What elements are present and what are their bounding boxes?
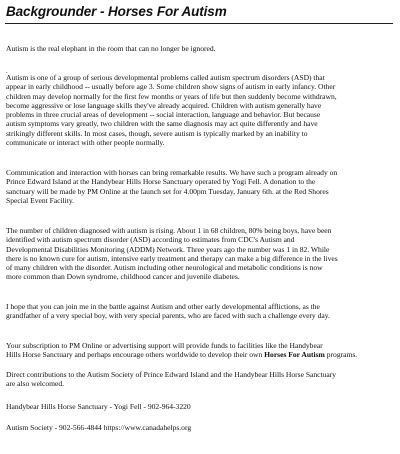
subscription-paragraph: [6, 341, 392, 360]
page-title: Backgrounder - Horses For Autism: [6, 4, 227, 19]
paragraph-line: autism symptoms vary greatly, two children with the same diagnosis may act quite differently and have: [6, 119, 318, 129]
paragraph-line: Communication and interaction with horses can bring remarkable results. We have such a program already on: [6, 168, 338, 177]
society-contact: [6, 423, 392, 432]
paragraph-line: Autism is one of a group of serious developmental problems called autism spectrum disorders (ASD) that: [6, 73, 325, 82]
paragraph-line: grandfather of a very special boy, with very special parents, who are faced with such a challenge every day.: [6, 311, 330, 321]
contact-line: Handybear Hills Horse Sanctuary - Yogi Fell - 902-964-3220: [6, 402, 191, 411]
paragraph-line: Special Event Facility.: [6, 195, 75, 205]
contributions-paragraph: [6, 370, 392, 389]
title-bar: [5, 3, 393, 24]
contact-line: Autism Society - 902-566-4844 https://www.canadahelps.org: [6, 423, 192, 432]
paragraph-line: are also welcomed.: [6, 379, 65, 389]
paragraph-line: strikingly different skills. In most cases, though, severe autism is typically marked by an inability to: [6, 128, 308, 138]
autism-definition-paragraph: [6, 73, 392, 147]
program-name-bold: Horses For Autism: [264, 350, 325, 360]
intro-line: Autism is the real elephant in the room that can no longer be ignored.: [6, 44, 216, 53]
text-run: programs.: [324, 350, 358, 360]
paragraph-line: there is no known cure for autism, intensive early treatment and therapy can make a big difference in the lives: [6, 253, 338, 263]
stray-mark: .: [6, 67, 8, 75]
text-run: Hills Horse Sanctuary and perhaps encourage others worldwide to develop their own: [6, 350, 265, 360]
paragraph-line: children may develop normally for the first few months or years of life but then suddenly become withdrawn,: [6, 91, 337, 101]
intro-paragraph: [6, 44, 392, 53]
paragraph-line: problems in three crucial areas of development -- social interaction, language and behavior. But because: [6, 110, 321, 120]
paragraph-line: Direct contributions to the Autism Society of Prince Edward Island and the Handybear Hills Horse Sanctuary: [6, 370, 337, 379]
paragraph-line: sanctuary will be made by PM Online at the launch set for 4.00pm Tuesday, January 6th. at the Red Shores: [6, 186, 329, 196]
paragraph-line: The number of children diagnosed with autism is rising. About 1 in 68 children, 80% being boys, have been: [6, 226, 332, 235]
personal-appeal-paragraph: [6, 302, 392, 321]
paragraph-line: Prince Edward Island at the Handybear Hills Horse Sanctuary operated by Yogi Fell. A donation to the: [6, 177, 316, 187]
document-page: [5, 3, 395, 432]
paragraph-line: I hope that you can join me in the battle against Autism and other early developmental afflictions, as the: [6, 302, 320, 311]
paragraph-line: more common than Down syndrome, childhood cancer and juvenile diabetes.: [6, 272, 240, 282]
paragraph-line: Developmental Disabilities Monitoring (ADDM) Network. Three years ago the number was 1 in 82. While: [6, 244, 330, 254]
paragraph-line: [6, 350, 392, 359]
horses-program-paragraph: [6, 168, 392, 205]
paragraph-line: Your subscription to PM Online or advertising support will provide funds to facilities like the Handybear: [6, 341, 323, 350]
paragraph-line: appear in early childhood -- usually before age 3. Some children show signs of autism in early infancy. Other: [6, 82, 336, 92]
statistics-paragraph: [6, 226, 392, 282]
paragraph-line: communicate or interact with other people normally.: [6, 138, 165, 148]
paragraph-line: become aggressive or lose language skills they've already acquired. Children with autism generally have: [6, 100, 322, 110]
sanctuary-contact: [6, 402, 392, 411]
paragraph-line: of many children with the disorder. Autism including other neurological and metabolic conditions is now: [6, 263, 323, 273]
paragraph-line: identified with autism spectrum disorder (ASD) according to estimates from CDC's Autism and: [6, 235, 295, 245]
